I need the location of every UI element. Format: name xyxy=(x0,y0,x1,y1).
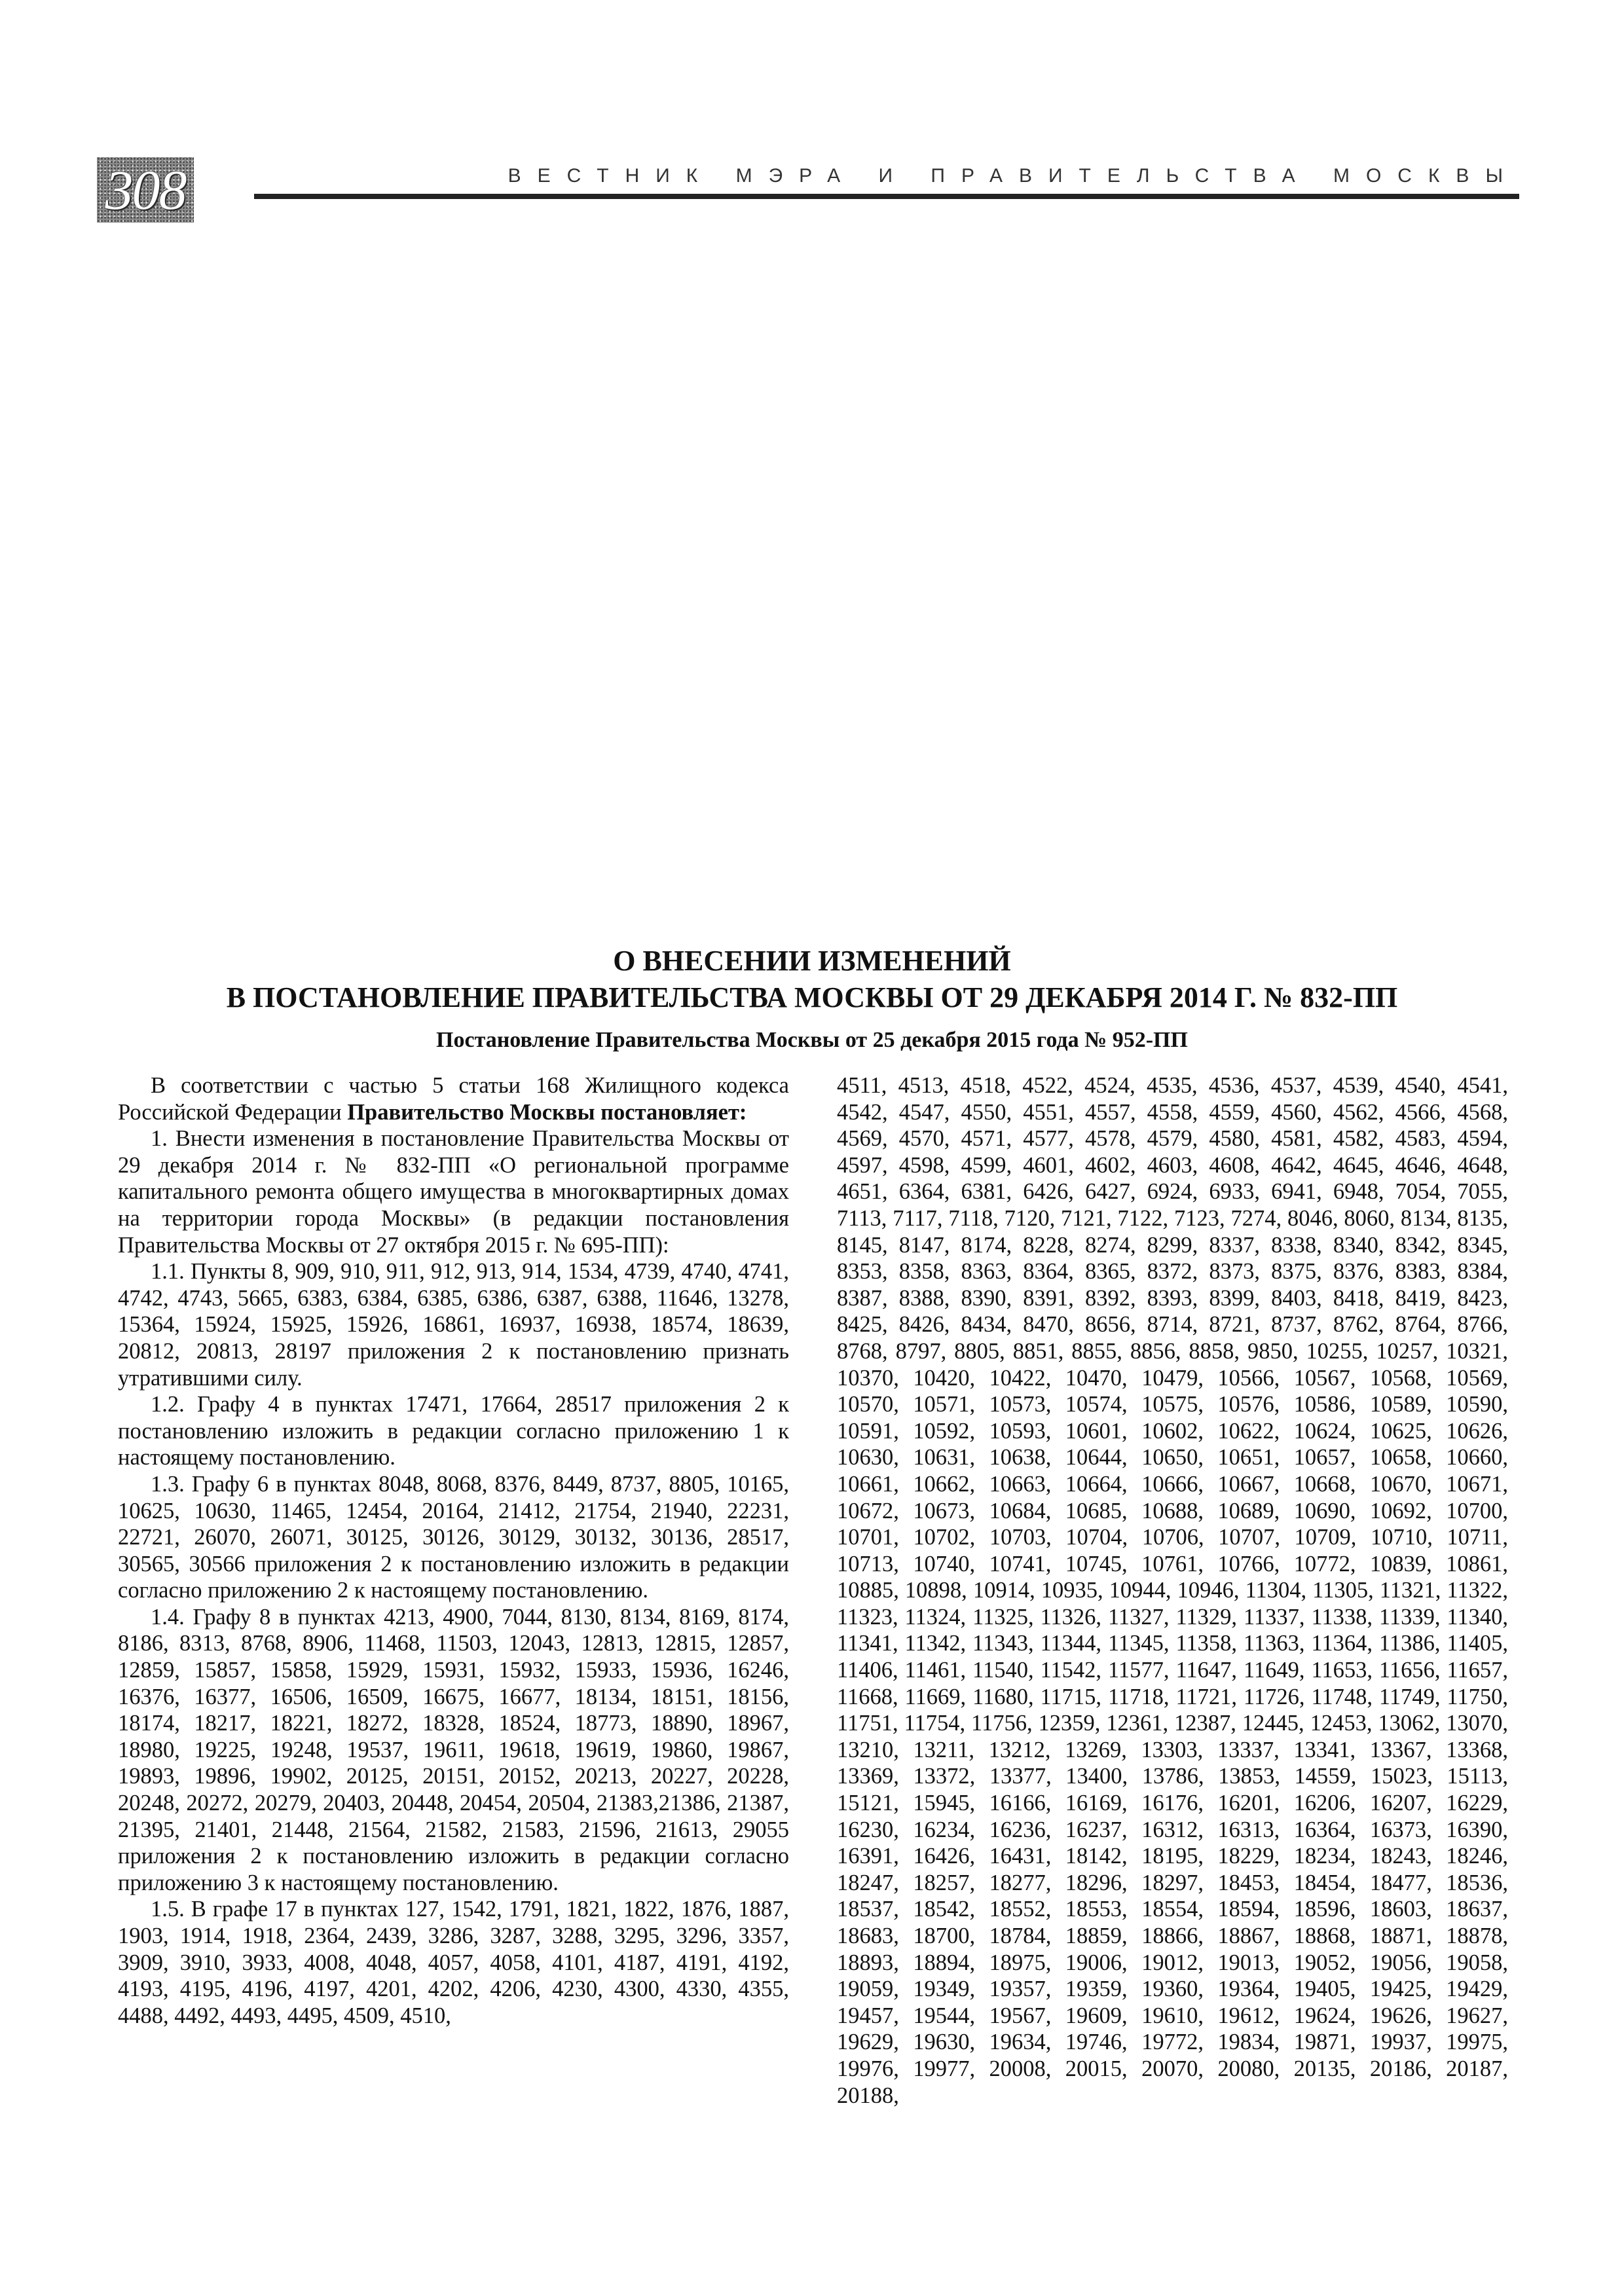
right-column-text: 4511, 4513, 4518, 4522, 4524, 4535, 4536, 4537, 4539, 4540, 4541, 4542, 4547, 4550, 4551, 4557, 4558, 4559, 4560, 4562, 4566, 4568, 4569, 4570, 4571, 4577, 4578, 4579, 4580, 4581, 4582, 4583, 4594, 4597, 4598, 4599, 4601, 4602, 4603, 4608, 4642, 4645, 4646, 4648, 4651, 6364, 6381, 6426, 6427, 6924, 6933, 6941, 6948, 7054, 7055, 7113, 7117, 7118, 7120, 7121, 7122, 7123, 7274, 8046, 8060, 8134, 8135, 8145, 8147, 8174, 8228, 8274, 8299, 8337, 8338, 8340, 8342, 8345, 8353, 8358, 8363, 8364, 8365, 8372, 8373, 8375, 8376, 8383, 8384, 8387, 8388, 8390, 8391, 8392, 8393, 8399, 8403, 8418, 8419, 8423, 8425, 8426, 8434, 8470, 8656, 8714, 8721, 8737, 8762, 8764, 8766, 8768, 8797, 8805, 8851, 8855, 8856, 8858, 9850, 10255, 10257, 10321, 10370, 10420, 10422, 10470, 10479, 10566, 10567, 10568, 10569, 10570, 10571, 10573, 10574, 10575, 10576, 10586, 10589, 10590, 10591, 10592, 10593, 10601, 10602, 10622, 10624, 10625, 10626, 10630, 10631, 10638, 10644, 10650, 10651, 10657, 10658, 10660, 10661, 10662, 10663, 10664, 10666, 10667, 10668, 10670, 10671, 10672, 10673, 10684, 10685, 10688, 10689, 10690, 10692, 10700, 10701, 10702, 10703, 10704, 10706, 10707, 10709, 10710, 10711, 10713, 10740, 10741, 10745, 10761, 10766, 10772, 10839, 10861, 10885, 10898, 10914, 10935, 10944, 10946, 11304, 11305, 11321, 11322, 11323, 11324, 11325, 11326, 11327, 11329, 11337, 11338, 11339, 11340, 11341, 11342, 11343, 11344, 11345, 11358, 11363, 11364, 11386, 11405, 11406, 11461, 11540, 11542, 11577, 11647, 11649, 11653, 11656, 11657, 11668, 11669, 11680, 11715, 11718, 11721, 11726, 11748, 11749, 11750, 11751, 11754, 11756, 12359, 12361, 12387, 12445, 12453, 13062, 13070, 13210, 13211, 13212, 13269, 13303, 13337, 13341, 13367, 13368, 13369, 13372, 13377, 13400, 13786, 13853, 14559, 15023, 15113, 15121, 15945, 16166, 16169, 16176, 16201, 16206, 16207, 16229, 16230, 16234, 16236, 16237, 16312, 16313, 16364, 16373, 16390, 16391, 16426, 16431, 18142, 18195, 18229, 18234, 18243, 18246, 18247, 18257, 18277, 18296, 18297, 18453, 18454, 18477, 18536, 18537, 18542, 18552, 18553, 18554, 18594, 18596, 18603, 18637, 18683, 18700, 18784, 18859, 18866, 18867, 18868, 18871, 18878, 18893, 18894, 18975, 19006, 19012, 19013, 19052, 19056, 19058, 19059, 19349, 19357, 19359, 19360, 19364, 19405, 19425, 19429, 19457, 19544, 19567, 19609, 19610, 19612, 19624, 19626, 19627, 19629, 19630, 19634, 19746, 19772, 19834, 19871, 19937, 19975, 19976, 19977, 20008, 20015, 20070, 20080, 20135, 20186, 20187, 20188, xyxy=(837,1073,1508,2108)
intro-bold: Правительство Москвы постановляет: xyxy=(347,1099,747,1125)
running-title: ВЕСТНИК МЭРА И ПРАВИТЕЛЬСТВА МОСКВЫ xyxy=(507,165,1519,187)
paragraph-1-1: 1.1. Пункты 8, 909, 910, 911, 912, 913, 914, 1534, 4739, 4740, 4741, 4742, 4743, 5665, 6383, 6384, 6385, 6386, 6387, 6388, 11646, 13278, 15364, 15924, 15925, 15926, 16861, 16937, 16938, 18574, 18639, 20812, 20813, 28197 приложения 2 к постановлению признать утратившими силу. xyxy=(118,1259,789,1391)
document-subtitle: Постановление Правительства Москвы от 25 декабря 2015 года № 952-ПП xyxy=(436,1028,1188,1052)
page-number-badge xyxy=(97,157,194,223)
header-rule xyxy=(254,194,1519,199)
intro-text: В соответствии с частью 5 статьи 168 Жилищного кодекса Российской Федерации xyxy=(118,1073,789,1125)
intro-paragraph xyxy=(118,1072,789,1125)
paragraph-1: 1. Внести изменения в постановление Правительства Москвы от 29 декабря 2014 г. № 832-ПП «О региональной программе капитального ремонта общего имущества в многоквартирных домах на территории города Москвы» (в редакции постановления Правительства Москвы от 27 октября 2015 г. № 695-ПП): xyxy=(118,1126,789,1258)
paragraph-1-2: 1.2. Графу 4 в пунктах 17471, 17664, 28517 приложения 2 к постановлению изложить в редакции согласно приложению 1 к настоящему постановлению. xyxy=(118,1392,789,1470)
title-line-2: В ПОСТАНОВЛЕНИЕ ПРАВИТЕЛЬСТВА МОСКВЫ ОТ 29 ДЕКАБРЯ 2014 Г. № 832-ПП xyxy=(226,981,1398,1013)
page-number: 308 xyxy=(105,158,186,221)
left-column xyxy=(118,1072,789,2185)
paragraph-1-5: 1.5. В графе 17 в пунктах 127, 1542, 1791, 1821, 1822, 1876, 1887, 1903, 1914, 1918, 2364, 2439, 3286, 3287, 3288, 3295, 3296, 3357, 3909, 3910, 3933, 4008, 4048, 4057, 4058, 4101, 4187, 4191, 4192, 4193, 4195, 4196, 4197, 4201, 4202, 4206, 4230, 4300, 4330, 4355, 4488, 4492, 4493, 4495, 4509, 4510, xyxy=(118,1897,789,2028)
paragraph-1-3: 1.3. Графу 6 в пунктах 8048, 8068, 8376, 8449, 8737, 8805, 10165, 10625, 10630, 11465, 12454, 20164, 21412, 21754, 21940, 22231, 22721, 26070, 26071, 30125, 30126, 30129, 30132, 30136, 28517, 30565, 30566 приложения 2 к постановлению изложить в редакции согласно приложению 2 к настоящему постановлению. xyxy=(118,1471,789,1603)
title-line-1: О ВНЕСЕНИИ ИЗМЕНЕНИЙ xyxy=(613,945,1011,977)
right-column xyxy=(837,1072,1508,2185)
document-title xyxy=(0,943,1624,1016)
paragraph-1-4: 1.4. Графу 8 в пунктах 4213, 4900, 7044, 8130, 8134, 8169, 8174, 8186, 8313, 8768, 8906, 11468, 11503, 12043, 12813, 12815, 12857, 12859, 15857, 15858, 15929, 15931, 15932, 15933, 15936, 16246, 16376, 16377, 16506, 16509, 16675, 16677, 18134, 18151, 18156, 18174, 18217, 18221, 18272, 18328, 18524, 18773, 18890, 18967, 18980, 19225, 19248, 19537, 19611, 19618, 19619, 19860, 19867, 19893, 19896, 19902, 20125, 20151, 20152, 20213, 20227, 20228, 20248, 20272, 20279, 20403, 20448, 20454, 20504, 21383,21386, 21387, 21395, 21401, 21448, 21564, 21582, 21583, 21596, 21613, 29055 приложения 2 к постановлению изложить в редакции согласно приложению 3 к настоящему постановлению. xyxy=(118,1604,789,1895)
